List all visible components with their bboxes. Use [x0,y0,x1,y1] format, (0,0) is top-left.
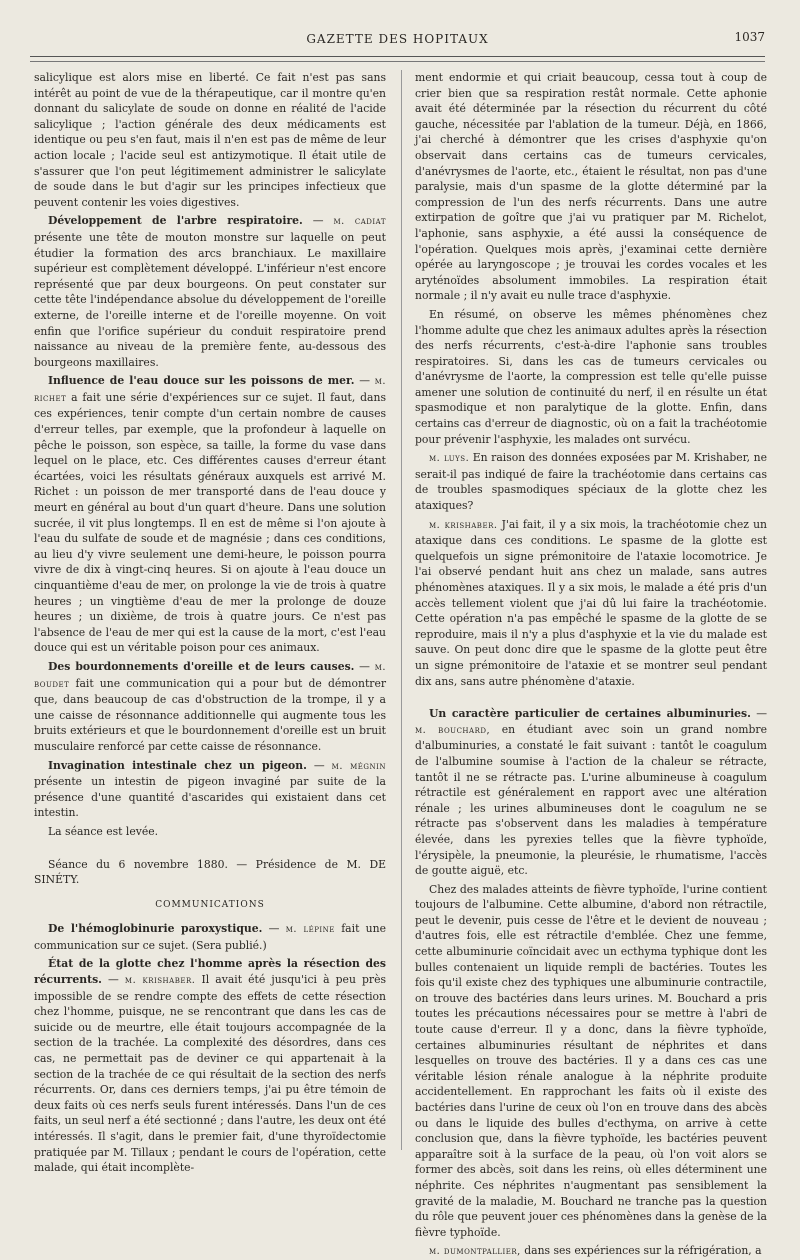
body-text: salicylique est alors mise en liberté. Ce fait n'est pas sans intérêt au point de vue de la thérapeutique, car il montre qu'en donnant du salicylate de soude on donne en réalité de l'acide salicylique ; l'action générale des deux médicaments est identique ou peu s'en faut, mais il n'en est pas de même de leur action locale ; l'acide seul est antizymotique. Il était utile de s'assurer que l'on peut légitimement administrer le salicylate de soude dans le but d'agir sur les principes infectieux que peuvent contenir les voies digestives. [34,71,386,209]
header-rule [30,56,765,57]
report-title: Des bourdonnements d'oreille et de leurs causes. [48,659,355,673]
paragraph [34,857,386,888]
body-text: Séance du 6 novembre 1880. — Présidence de M. DE SINÉTY. [34,857,386,887]
section-heading: COMMUNICATIONS [155,899,265,910]
report-paragraph [34,373,386,656]
report-paragraph [34,956,386,1175]
body-text: En raison des données exposées par M. Krishaber, ne serait-il pas indiqué de faire la trachéotomie dans certains cas de troubles spasmodiques spéciaux de la glotte chez les ataxiques? [415,451,767,513]
paragraph [34,70,386,210]
dash-separator: — [750,707,768,721]
report-paragraph [34,213,386,370]
paragraph [415,1243,767,1260]
speaker-name: m. richet [34,376,386,404]
body-text: fait une communication qui a pour but de démontrer que, dans beaucoup de cas d'obstruction de la trompe, il y a une caisse de résonnance additionnelle qui augmente tous les bruits extérieurs et que le bourdonnement d'oreille est un bruit musculaire renforcé par cette caisse de résonnance. [34,676,386,753]
body-text: Chez des malades atteints de fièvre typhoïde, l'urine contient toujours de l'albumine. Cette albumine, d'abord non rétractile, peut le devenir, puis cesse de l'être et le devient de nouveau ; d'autres fois, elle est rétractile d'emblée. Chez une femme, cette albuminurie coïncidait avec un ecthyma typhique dont les bulles contenaient un liquide rempli de bactéries. Toutes les fois qu'il existe chez des typhiques une albuminurie contractile, on trouve des bactéries dans leurs urines. M. Bouchard a pris toutes les précautions nécessaires pour se mettre à l'abri de toute cause d'erreur. Il y a donc, dans la fièvre typhoïde, certaines albuminuries résultant de néphrites et dans lesquelles on trouve des bactéries. Il y a dans ces cas une véritable lésion rénale analogue à la néphrite produite accidentellement. En rapprochant les faits où il existe des bactéries dans l'urine de ceux où l'on en trouve dans des abcès ou dans le liquide des bulles d'ecthyma, on arrive à cette conclusion que, dans la fièvre typhoïde, les bactéries peuvent apparaître soit à la surface de la peau, où l'on voit alors se former des abcès, soit dans les reins, où elles déterminent une néphrite. Ces néphrites n'augmentant pas sensiblement la gravité de la maladie, M. Bouchard ne tranche pas la question du rôle que peuvent jouer ces phénomènes dans la genèse de la fièvre typhoïde. [415,882,767,1239]
report-paragraph [415,706,767,879]
column-divider [401,70,402,1150]
body-text: a fait une série d'expériences sur ce sujet. Il faut, dans ces expériences, tenir compte d'un certain nombre de causes d'erreur telles, par exemple, que la profondeur à laquelle on pêche le poisson, son espèce, sa taille, la forme du vase dans lequel on le place, etc. Ces différentes causes d'erreur étant écartées, voici les résultats généraux auxquels est arrivé M. Richet : un poisson de mer transporté dans de l'eau douce y meurt en général au bout d'un quart d'heure. Dans une solution sucrée, il vit plus longtemps. Il en est de même si l'on ajoute à l'eau du sulfate de soude et de magnésie ; dans ces conditions, au lieu d'y vivre seulement une demi-heure, le poisson pourra vivre de dix à vingt-cinq heures. Si on ajoute à l'eau douce un cinquantième d'eau de mer, on prolonge la vie de trois à quatre heures ; un vingtième d'eau de mer la prolonge de douze heures ; un dixième, de trois à quatre jours. Ce n'est pas l'absence de l'eau de mer qui est la cause de la mort, c'est l'eau douce qui est un véritable poison pour ces animaux. [34,390,386,655]
report-title: Invagination intestinale chez un pigeon. [48,758,307,772]
speaker-name: m. krishaber. [429,519,498,531]
paragraph [415,450,767,513]
body-text: En résumé, on observe les mêmes phénomènes chez l'homme adulte que chez les animaux adultes après la résection des nerfs récurrents, c'est-à-dire l'aphonie sans troubles respiratoires. Si, dans les cas de tumeurs cervicales ou d'anévrysme de l'aorte, la compression est telle qu'elle puisse amener une solution de continuité du nerf, il en résulte un état spasmodique et non paralytique de la glotte. Enfin, dans certains cas d'erreur de diagnostic, où on a fait la trachéotomie pour prévenir l'asphyxie, les malades ont survécu. [415,307,767,446]
report-title: Influence de l'eau douce sur les poissons de mer. [48,374,355,388]
running-title: GAZETTE DES HOPITAUX [306,32,489,46]
report-paragraph [34,659,386,755]
report-paragraph [34,758,386,821]
body-text: La séance est levée. [48,824,159,838]
body-text: fait une communication sur ce sujet. (Sera publié.) [34,922,386,952]
dash-separator: — [262,922,286,936]
speaker-name: m. krishaber. [124,975,196,987]
body-text: présente une tête de mouton monstre sur laquelle on peut étudier la formation des arcs branchiaux. Le maxillaire supérieur est complètement développé. L'inférieur n'est encore représenté que par deux bourgeons. On peut constater sur cette tête l'indépendance absolue du développement de l'oreille externe, de l'oreille interne et de l'oreille moyenne. On voit enfin que l'orifice supérieur du conduit respiratoire prend naissance au niveau de la première fente, au-dessous des bourgeons maxillaires. [34,230,386,369]
speaker-name: m. bouchard, [415,724,491,736]
body-text: J'ai fait, il y a six mois, la trachéotomie chez un ataxique dans ces conditions. Le spasme de la glotte est quelquefois un signe prémonitoire de l'ataxie locomotrice. Je l'ai observé pendant huit ans chez un malade, sans autres phénomènes ataxiques. Il y a six mois, le malade a été pris d'un accès tellement violent que j'ai dû lui faire la trachéotomie. Cette opération n'a pas empêché le spasme de la glotte de se reproduire, mais il n'y a plus d'asphyxie et la vie du malade est sauve. On peut donc dire que le spasme de la glotte peut être un signe prémonitoire de l'ataxie et se montrer seul pendant dix ans, sans autre phénomène d'ataxie. [415,517,767,688]
dash-separator: — [354,374,375,388]
paragraph [34,824,386,840]
body-text: en étudiant avec soin un grand nombre d'albuminuries, a constaté le fait suivant : tantôt le coagulum de l'albumine soumise à l'action de la chaleur se rétracte, tantôt il ne se rétracte pas. L'urine albumineuse à coagulum rétractile est généralement en rapport avec une altération rénale ; les urines albumineuses dont le coagulum ne se rétracte pas s'observent dans les maladies à température élevée, dans les pyrexies telles que la fièvre typhoïde, l'érysipèle, la pneumonie, la pleurésie, le rhumatisme, l'accès de goutte aiguë, etc. [415,722,767,878]
page-header [30,30,765,52]
body-text: Il avait été jusqu'ici à peu près impossible de se rendre compte des effets de cette résection chez l'homme, puisque, ne se rencontrant que dans les cas de suicide ou de meurtre, elle était toujours accompagnée de la section de la trachée. La complexité des désordres, dans ces cas, ne permettait pas de deviner ce qui appartenait à la section de la trachée de ce qui résultait de la section des nerfs récurrents. Or, dans ces derniers temps, j'ai pu être témoin de deux faits où ces nerfs seuls furent intéressés. Dans l'un de ces faits, un seul nerf a été sectionné ; dans l'autre, les deux ont été intéressés. Il s'agit, dans le premier fait, d'une thyroïdectomie pratiquée par M. Tillaux ; pendant le cours de l'opération, cette malade, qui était incomplète- [34,973,387,1175]
paragraph [415,70,767,304]
report-title: Développement de l'arbre respiratoire. [48,214,303,228]
right-column [415,70,768,1258]
dash-separator: — [306,758,332,772]
body-text: présente un intestin de pigeon invaginé par suite de la présence d'une quantité d'ascarides qui existaient dans cet intestin. [34,775,386,820]
section-gap [34,843,386,857]
paragraph [415,307,767,447]
dash-separator: — [354,659,375,673]
dash-separator: — [302,214,334,228]
body-text: ment endormie et qui criait beaucoup, cessa tout à coup de crier bien que sa respiration restât normale. Cette aphonie avait été déterminée par la résection du récurrent du côté gauche, nécessitée par l'ablation de la tumeur. Déjà, en 1866, j'ai cherché à démontrer que les crises d'asphyxie qu'on observait dans certains cas de tumeurs cervicales, d'anévrysmes de l'aorte, etc., étaient le résultat, non pas d'une paralysie, mais d'un spasme de la glotte déterminé par la compression de l'un des nerfs récurrents. Dans une autre extirpation de goître que j'ai vu pratiquer par M. Richelot, l'aphonie, sans asphyxie, a été aussi la conséquence de l'opération. Quelques mois après, j'examinai cette dernière opérée au laryngoscope ; je trouvai les cordes vocales et les aryténoïdes absolument immobiles. La respiration était normale ; il n'y avait eu nulle trace d'asphyxie. [415,71,767,303]
speaker-name: m. mégnin [331,760,386,772]
report-title: État de la glotte chez l'homme après la résection des récurrents. [34,957,386,987]
body-text: dans ses expériences sur la réfrigération, a [520,1244,762,1258]
page-number: 1037 [734,30,765,44]
header-rule-thin [30,61,765,62]
left-column [34,70,387,1175]
speaker-name: m. boudet [34,661,386,690]
paragraph [415,517,767,690]
section-gap [415,692,767,706]
report-title: De l'hémoglobinurie paroxystique. [48,922,263,936]
report-title: Un caractère particulier de certaines albuminuries. [429,707,751,721]
speaker-name: m. cadiat [333,216,387,228]
speaker-name: m. lépine [285,924,335,936]
dash-separator: — [101,973,125,987]
speaker-name: m. luys. [429,453,470,465]
paragraph [415,882,767,1241]
speaker-name: m. dumontpallier, [429,1246,521,1258]
report-paragraph [34,921,386,953]
